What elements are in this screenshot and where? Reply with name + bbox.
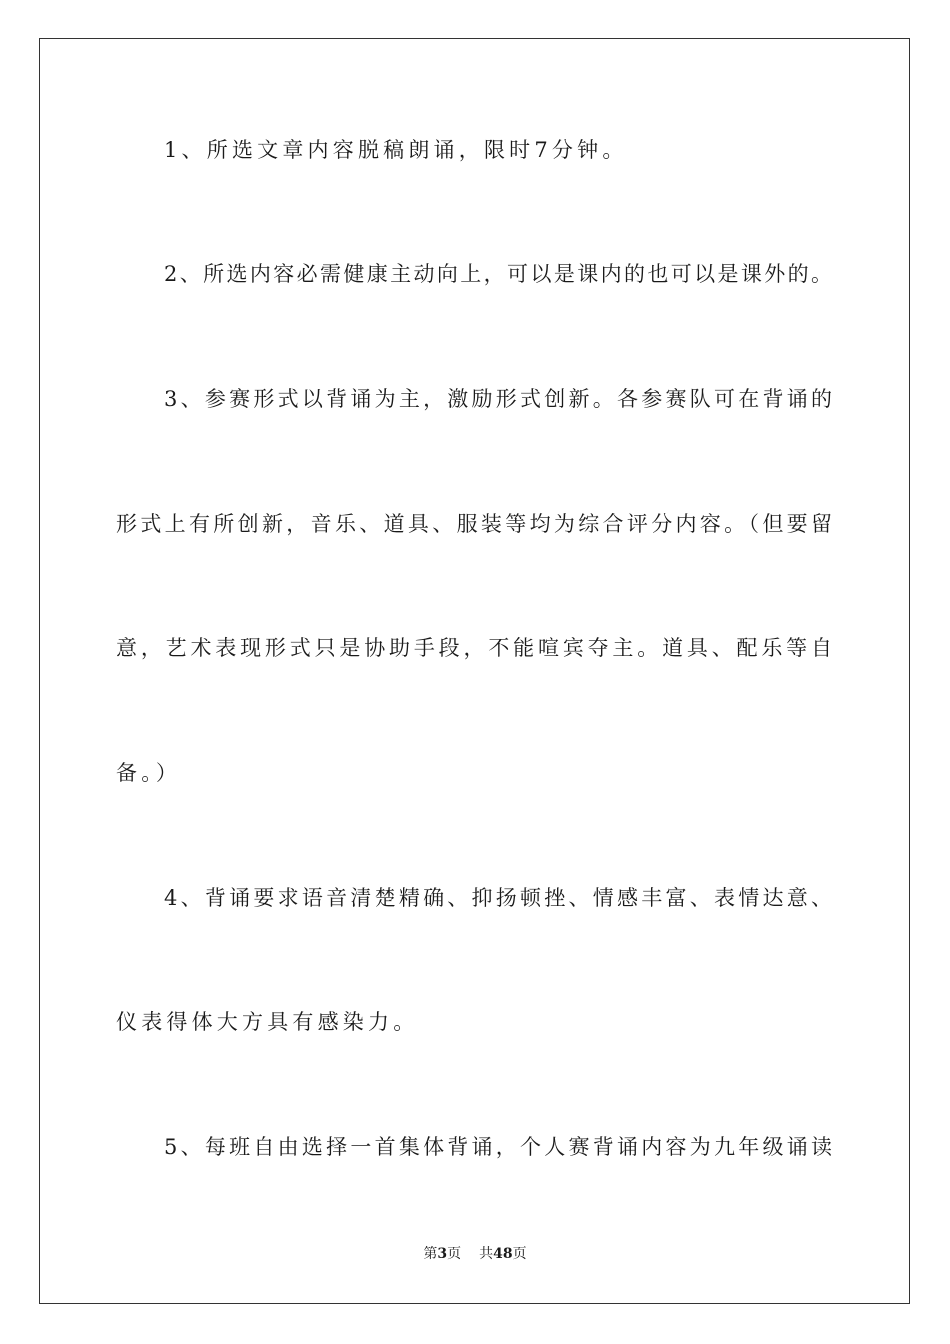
paragraph-3-line-4: 备。） [116,761,182,785]
paragraph-1-line-1: 1、所选文章内容脱稿朗诵，限时7分钟。 [164,138,628,162]
footer-total-prefix: 共 [479,1246,494,1262]
paragraph-2-line-1: 2、所选内容必需健康主动向上，可以是课内的也可以是课外的。 [164,262,832,286]
footer-total-pages: 48 [493,1246,513,1262]
paragraph-4-line-1: 4、背诵要求语音清楚精确、抑扬顿挫、情感丰富、表情达意、 [164,886,832,910]
page-border [39,38,910,1304]
page-footer [0,1244,950,1264]
footer-page-suffix: 页 [447,1246,462,1262]
paragraph-3-line-1: 3、参赛形式以背诵为主，激励形式创新。各参赛队可在背诵的 [164,387,832,411]
paragraph-4-line-2: 仪表得体大方具有感染力。 [116,1010,419,1034]
footer-total-suffix: 页 [512,1246,527,1262]
paragraph-3-line-3: 意，艺术表现形式只是协助手段，不能喧宾夺主。道具、配乐等自 [116,636,832,660]
paragraph-3-line-2: 形式上有所创新，音乐、道具、服装等均为综合评分内容。（但要留 [116,512,832,536]
footer-page-prefix: 第 [423,1246,438,1262]
paragraph-5-line-1: 5、每班自由选择一首集体背诵，个人赛背诵内容为九年级诵读 [164,1135,832,1159]
footer-page-number: 3 [437,1246,448,1262]
